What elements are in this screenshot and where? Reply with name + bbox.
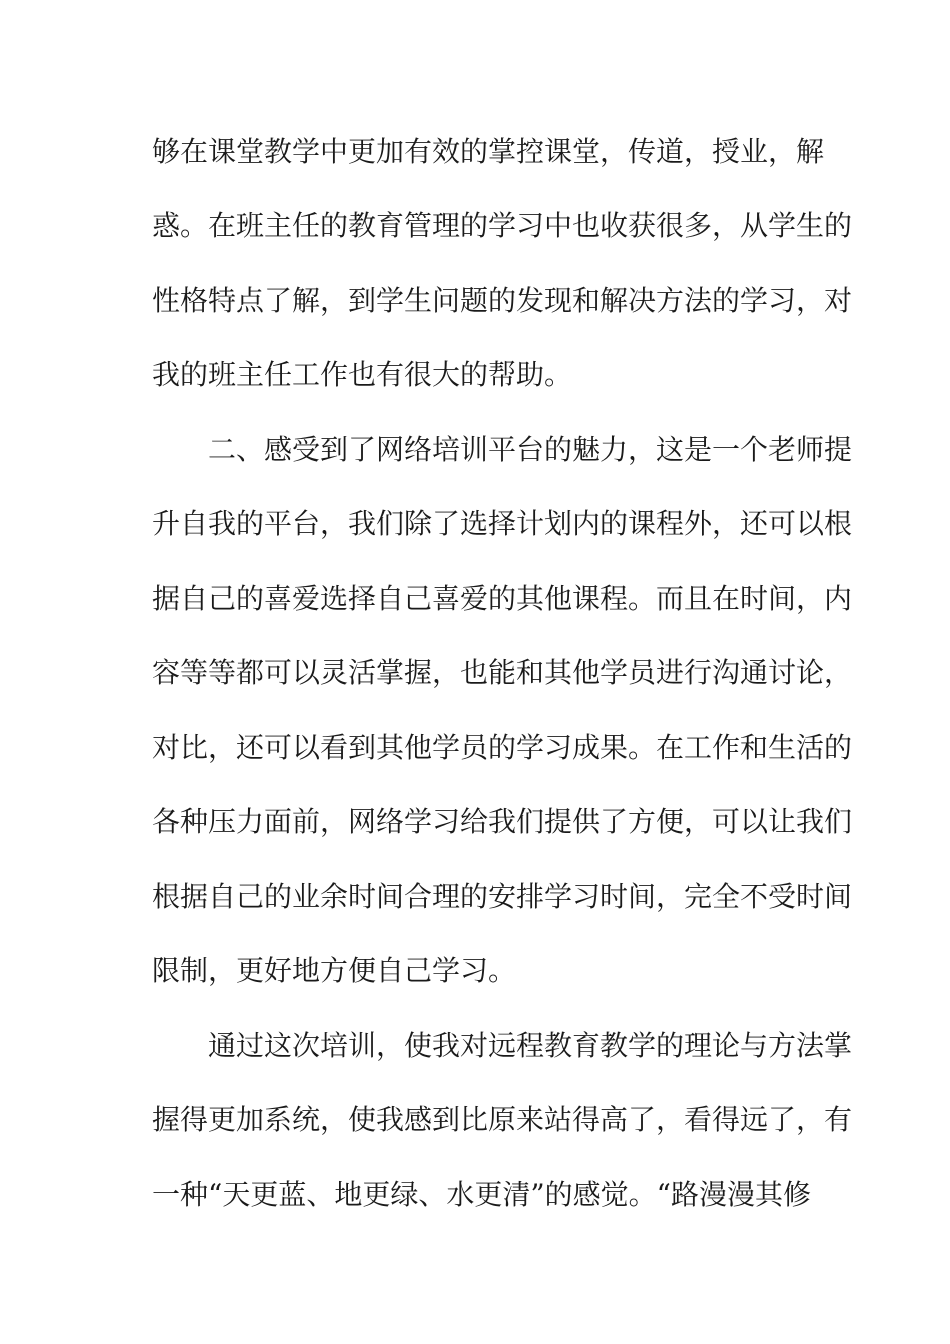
text-line: 升自我的平台，我们除了选择计划内的课程外，还可以根: [152, 507, 853, 540]
text-line: 一种“天更蓝、地更绿、水更清”的感觉。“路漫漫其修: [152, 1178, 811, 1211]
text-line: 对比，还可以看到其他学员的学习成果。在工作和生活的: [152, 731, 853, 764]
text-line: 容等等都可以灵活掌握，也能和其他学员进行沟通讨论，: [152, 656, 853, 689]
text-line: 性格特点了解，到学生问题的发现和解决方法的学习，对: [152, 284, 853, 317]
text-line: 我的班主任工作也有很大的帮助。: [152, 358, 573, 391]
text-line: 各种压力面前，网络学习给我们提供了方便，可以让我们: [152, 805, 853, 838]
text-line: 据自己的喜爱选择自己喜爱的其他课程。而且在时间，内: [152, 582, 853, 615]
paragraph-start-line: 通过这次培训，使我对远程教育教学的理论与方法掌: [208, 1029, 853, 1062]
text-line: 限制，更好地方便自己学习。: [152, 954, 517, 987]
text-line: 握得更加系统，使我感到比原来站得高了，看得远了，有: [152, 1103, 853, 1136]
paragraph-start-line: 二、感受到了网络培训平台的魅力，这是一个老师提: [208, 433, 853, 466]
text-line: 惑。在班主任的教育管理的学习中也收获很多，从学生的: [152, 209, 853, 242]
text-line: 根据自己的业余时间合理的安排学习时间，完全不受时间: [152, 880, 853, 913]
text-line: 够在课堂教学中更加有效的掌控课堂，传道，授业，解: [152, 135, 825, 168]
